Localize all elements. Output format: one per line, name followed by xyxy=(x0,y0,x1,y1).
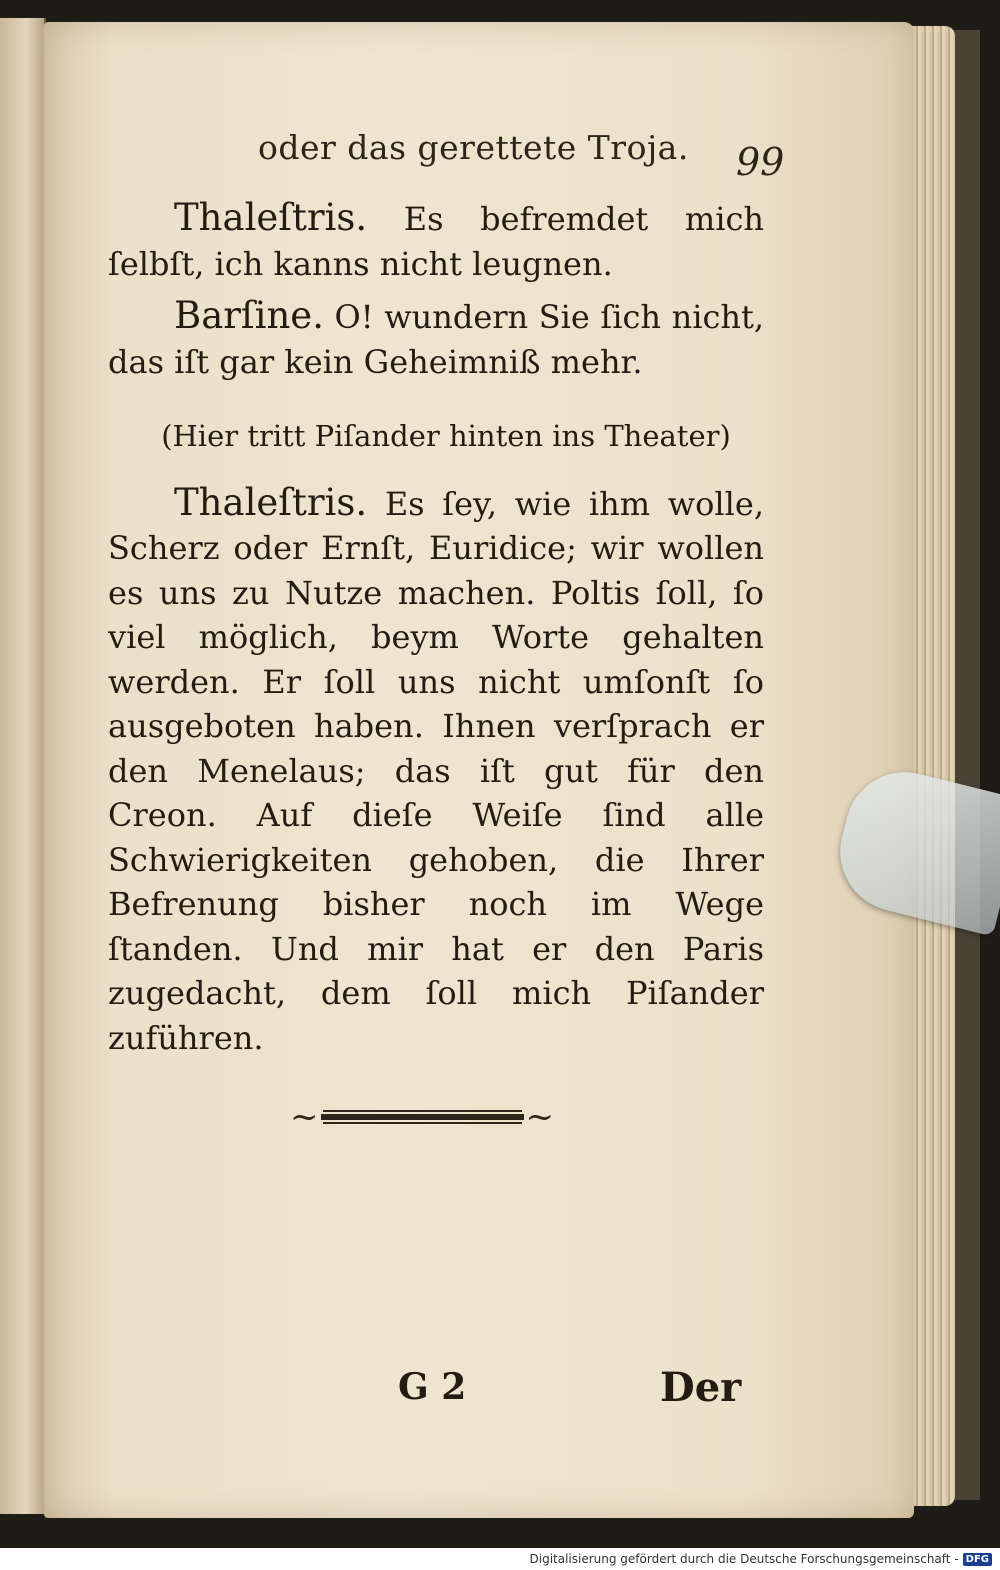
rule-bar xyxy=(321,1114,524,1120)
dialogue-text: O! wundern Sie ſich nicht, das iſt gar kein Geheimniß mehr. xyxy=(108,298,765,381)
digitization-footer xyxy=(0,1548,1000,1570)
dialogue-text: Es ſey, wie ihm wolle, Scherz oder Ernſt, Euridice; wir wollen es uns zu Nutze machen. Poltis ſoll, ſo viel möglich, beym Worte gehalten werden. Er ſoll uns nicht umſonſt ſo ausgeboten haben. Ihnen verſprach er den Menelaus; das iſt gut für den Creon. Auf dieſe Weiſe ſind alle Schwierigkeiten gehoben, die Ihrer Befrenung bisher noch im Wege ſtanden. Und mir hat er den Paris zugedacht, dem ſoll mich Piſander zuführen. xyxy=(108,484,765,1057)
page-number: 99 xyxy=(736,140,785,184)
text-block xyxy=(108,196,764,1060)
running-head: oder das gerettete Troja. xyxy=(258,128,689,167)
tilde-ornament-icon: ~ xyxy=(290,1097,319,1137)
tilde-ornament-icon: ~ xyxy=(525,1097,554,1137)
speaker-name: Barſine. xyxy=(174,294,324,337)
stage-direction: (Hier tritt Piſander hinten ins Theater) xyxy=(161,419,731,453)
dialogue-paragraph xyxy=(108,196,764,286)
signature-mark: G 2 xyxy=(398,1366,467,1408)
footer-text: Digitalisierung gefördert durch die Deutsche Forschungsgemeinschaft - xyxy=(529,1552,959,1566)
catchword: Der xyxy=(660,1364,742,1411)
speaker-name: Thaleſtris. xyxy=(174,480,368,524)
ornament-rule xyxy=(290,1097,554,1137)
facing-page-edge xyxy=(0,18,46,1514)
speaker-name: Thaleſtris. xyxy=(174,196,368,239)
dialogue-text: Es befremdet mich ſelbſt, ich kanns nicht leugnen. xyxy=(108,200,765,283)
dfg-logo-icon: DFG xyxy=(963,1553,992,1566)
dialogue-paragraph xyxy=(108,481,764,1061)
dialogue-paragraph xyxy=(108,294,764,384)
